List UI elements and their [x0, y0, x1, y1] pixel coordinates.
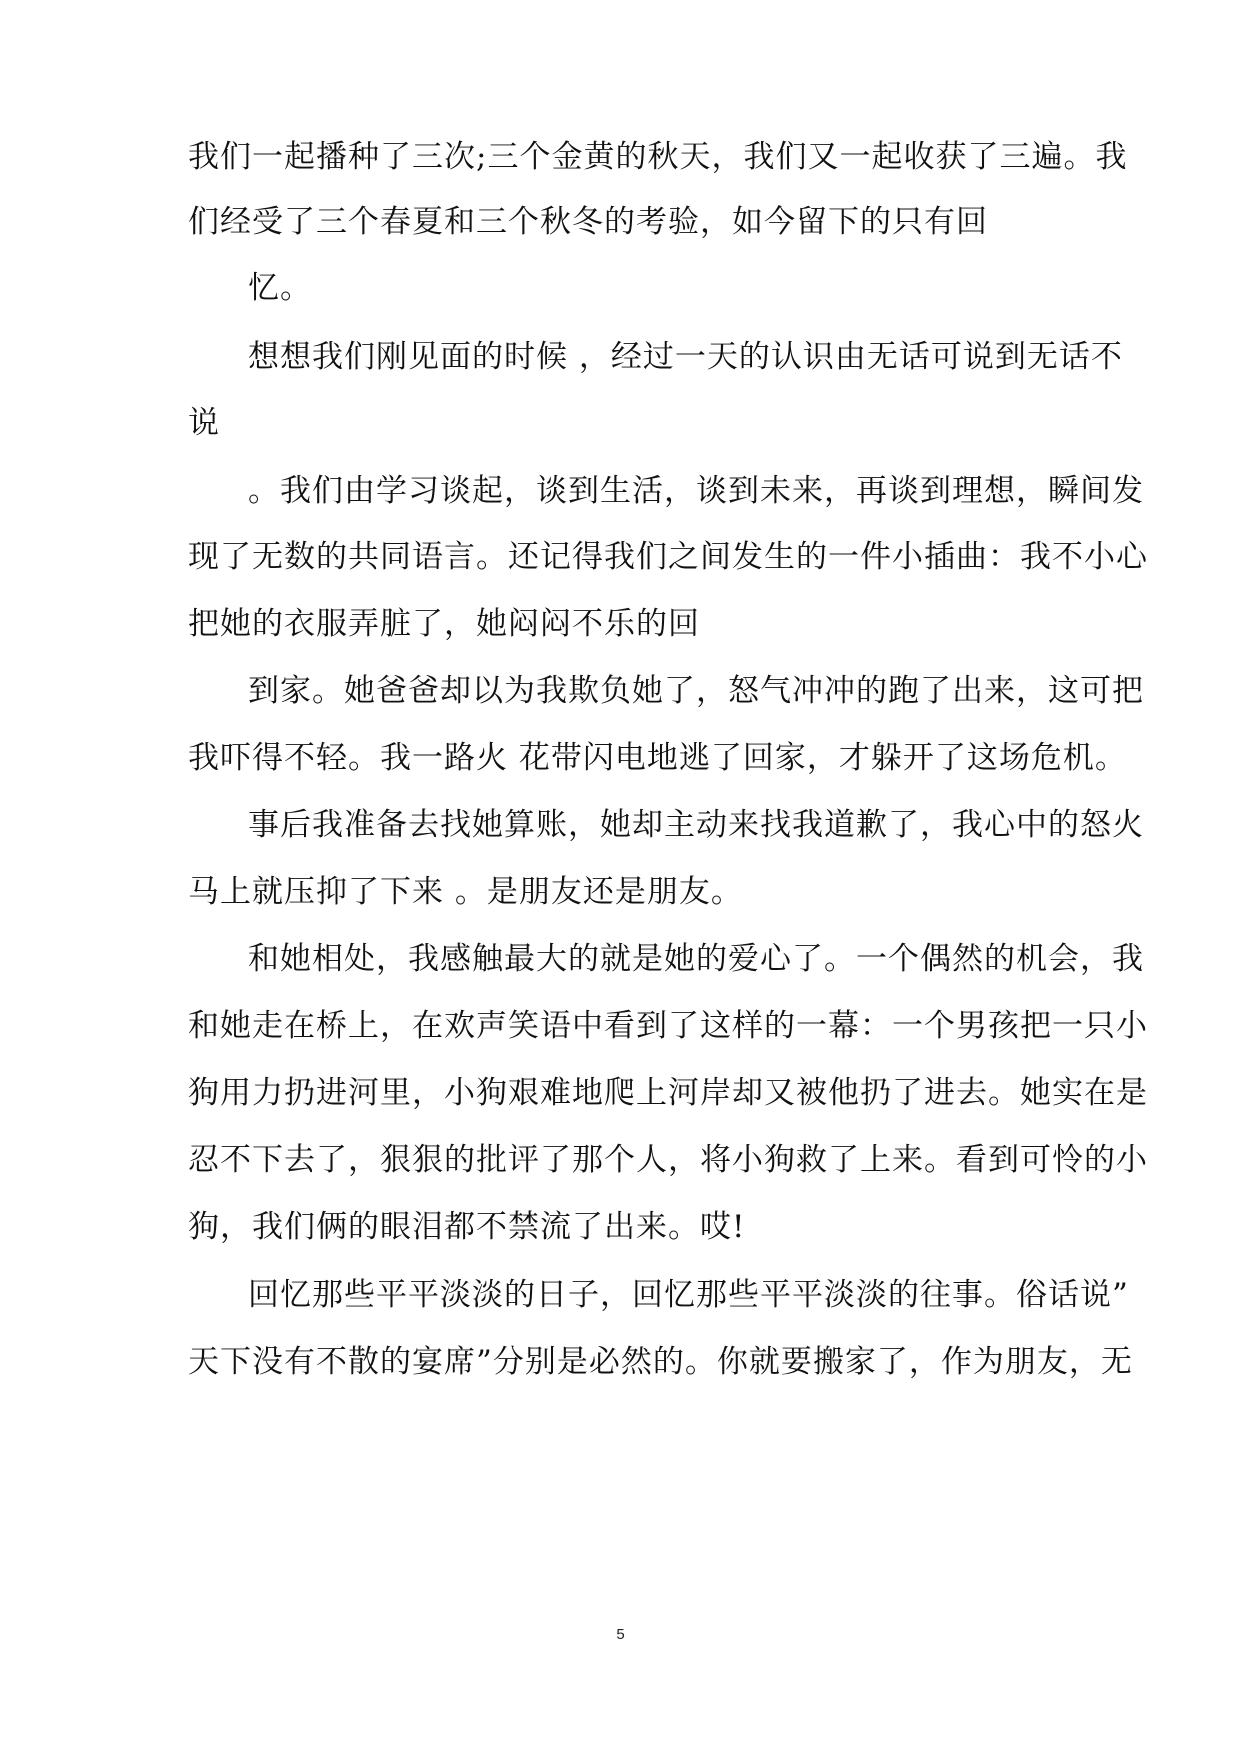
text-line: 说 [188, 405, 220, 441]
page-number: 5 [616, 1626, 625, 1643]
text-line: 我吓得不轻。我一路火 花带闪电地逃了回家，才躲开了这场危机。 [188, 740, 1127, 776]
text-line: 忆。 [248, 270, 312, 306]
text-line: 事后我准备去找她算账，她却主动来找我道歉了，我心中的怒火 [248, 807, 1144, 843]
text-line: 狗，我们俩的眼泪都不禁流了出来。哎! [188, 1209, 746, 1245]
text-line: 天下没有不散的宴席”分别是必然的。你就要搬家了，作为朋友，无 [188, 1344, 1133, 1380]
text-line: 和她走在桥上，在欢声笑语中看到了这样的一幕：一个男孩把一只小 [188, 1008, 1148, 1044]
text-line: 。我们由学习谈起，谈到生活，谈到未来，再谈到理想，瞬间发 [248, 473, 1144, 509]
text-line: 狗用力扔进河里，小狗艰难地爬上河岸却又被他扔了进去。她实在是 [188, 1075, 1148, 1111]
text-line: 想想我们刚见面的时候 ，经过一天的认识由无话可说到无话不 [248, 339, 1123, 375]
text-line: 回忆那些平平淡淡的日子，回忆那些平平淡淡的往事。俗话说” [248, 1277, 1129, 1313]
text-line: 把她的衣服弄脏了，她闷闷不乐的回 [188, 606, 700, 642]
text-line: 忍不下去了，狠狠的批评了那个人，将小狗救了上来。看到可怜的小 [188, 1142, 1148, 1178]
text-line: 我们一起播种了三次;三个金黄的秋天，我们又一起收获了三遍。我 [188, 139, 1128, 175]
text-line: 和她相处，我感触最大的就是她的爱心了。一个偶然的机会，我 [248, 941, 1144, 977]
text-line: 现了无数的共同语言。还记得我们之间发生的一件小插曲：我不小心 [188, 539, 1148, 575]
text-line: 们经受了三个春夏和三个秋冬的考验，如今留下的只有回 [188, 204, 988, 240]
text-line: 到家。她爸爸却以为我欺负她了，怒气冲冲的跑了出来，这可把 [248, 673, 1144, 709]
text-line: 马上就压抑了下来 。是朋友还是朋友。 [188, 874, 743, 910]
